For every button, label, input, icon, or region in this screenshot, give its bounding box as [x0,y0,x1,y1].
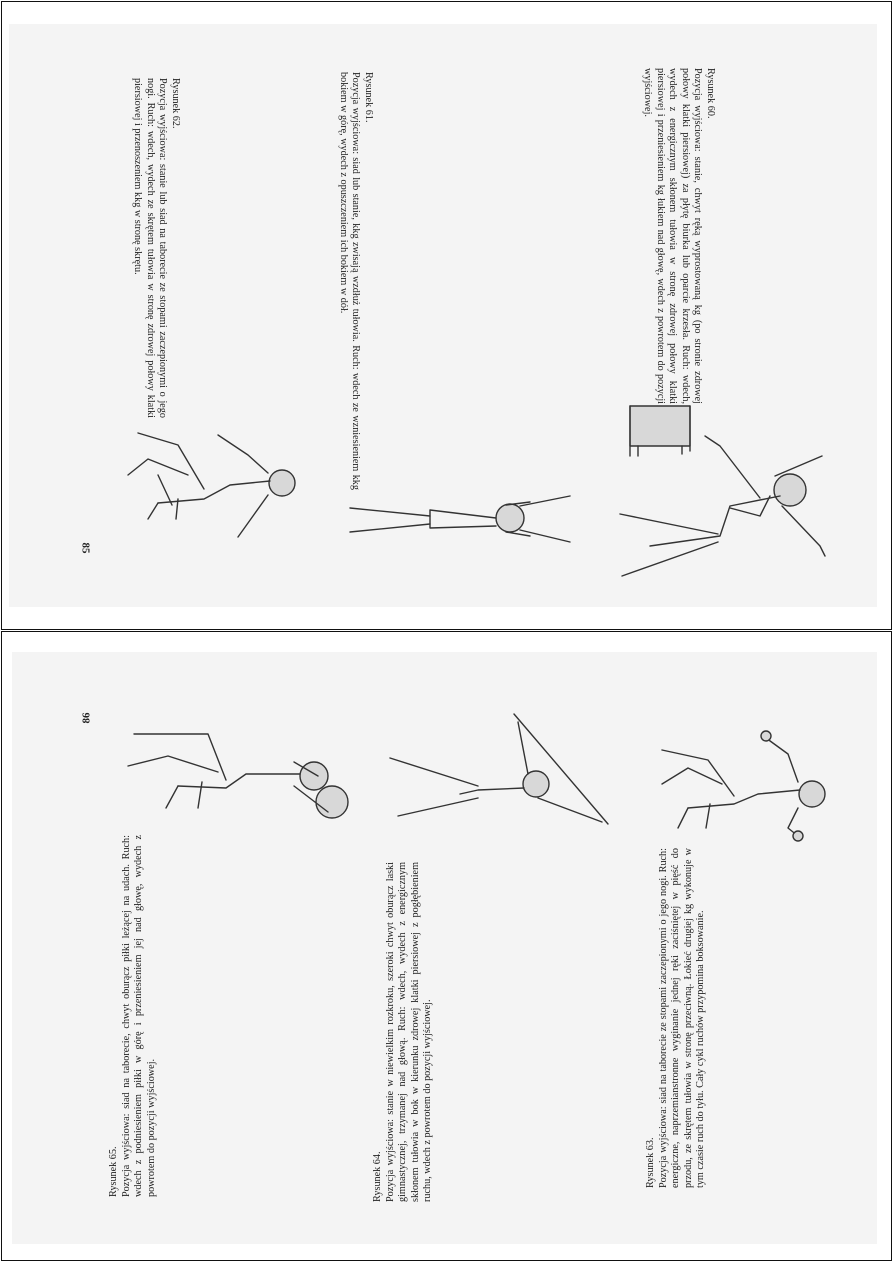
caption-body: Pozycja wyjściowa: siad lub stanie, kkg zwisają wzdłuż tułowia. Ruch: wdech ze wzniesieniem kkg bokiem w górę, wydech z opuszczeniem ich bokiem w dół. [337,72,362,490]
caption-title: Rysunek 63. [645,1137,656,1188]
caption-title: Rysunek 64. [372,1151,383,1202]
page-number: 86 [80,712,93,724]
caption-body: Pozycja wyjściowa: siad na taborecie, chwyt oburącz piłki leżącej na udach. Ruch: wdech z podniesieniem piłki w górę i przeniesieniem jej nad głowę, wydech z powrotem do pozycji wyjściowej. [120,835,157,1197]
caption-title: Rysunek 61. [363,72,374,123]
caption-body: Pozycja wyjściowa: stanie, chwyt ręką wyprostowaną kg (po stronie zdrowej połowy klatki piersiowej) za płytę biurka lub oparcie krzesła. Ruch: wdech, wydech z energicznym skłonem tułowia w stronę zdrowej połowy klatki piersiowej i przeniesieniem kg łukiem nad głowę, wdech z powrotem do pozycji wyjściowej. [642,68,704,404]
caption-fig61 [334,72,374,490]
figure-63-illustration [648,724,838,854]
caption-fig60 [606,68,716,404]
figure-60-illustration [610,396,840,596]
caption-title: Rysunek 62. [170,78,181,129]
figure-65-illustration [118,716,358,836]
page-number: 85 [79,542,92,554]
caption-body: Pozycja wyjściowa: siad na taborecie ze stopami zaczepionymi o jego nogi. Ruch: energiczne, naprzemianstronne wyginanie jednej ręki zaciśniętej w pięść do przodu, ze skrętem tułowia w stronę przeciwną. Łokieć drugiej kg wykonuje w tym czasie ruch do tyłu. Cały cykl ruchów przypomina boksowanie. [657,848,707,1188]
caption-body: Pozycja wyjściowa: stanie lub siad na taborecie ze stopami zaczepionymi o jego nogi. Ruch: wdech, wydech ze skrętem tułowia w stronę zdrowej połowy klatki piersiowej i przenoszeniem kkg w stronę skrętu. [132,78,169,418]
caption-fig62 [115,78,181,418]
caption-title: Rysunek 65. [108,1146,119,1197]
caption-fig64 [372,862,462,1202]
caption-fig65 [108,835,176,1197]
caption-body: Pozycja wyjściowa: stanie w niewielkim rozkroku, szeroki chwyt oburącz laski gimnastycznej, trzymanej nad głową. Ruch: wdech, wydech z energicznym skłonem tułowia w bok w kierunku zdrowej klatki piersiowej z pogłębieniem ruchu, wdech z powrotem do pozycji wyjściowej. [384,862,434,1202]
figure-64-illustration [378,712,618,852]
caption-fig63 [645,848,735,1188]
figure-61-illustration [330,470,590,580]
figure-62-illustration [118,415,308,545]
caption-title: Rysunek 60. [705,68,716,119]
